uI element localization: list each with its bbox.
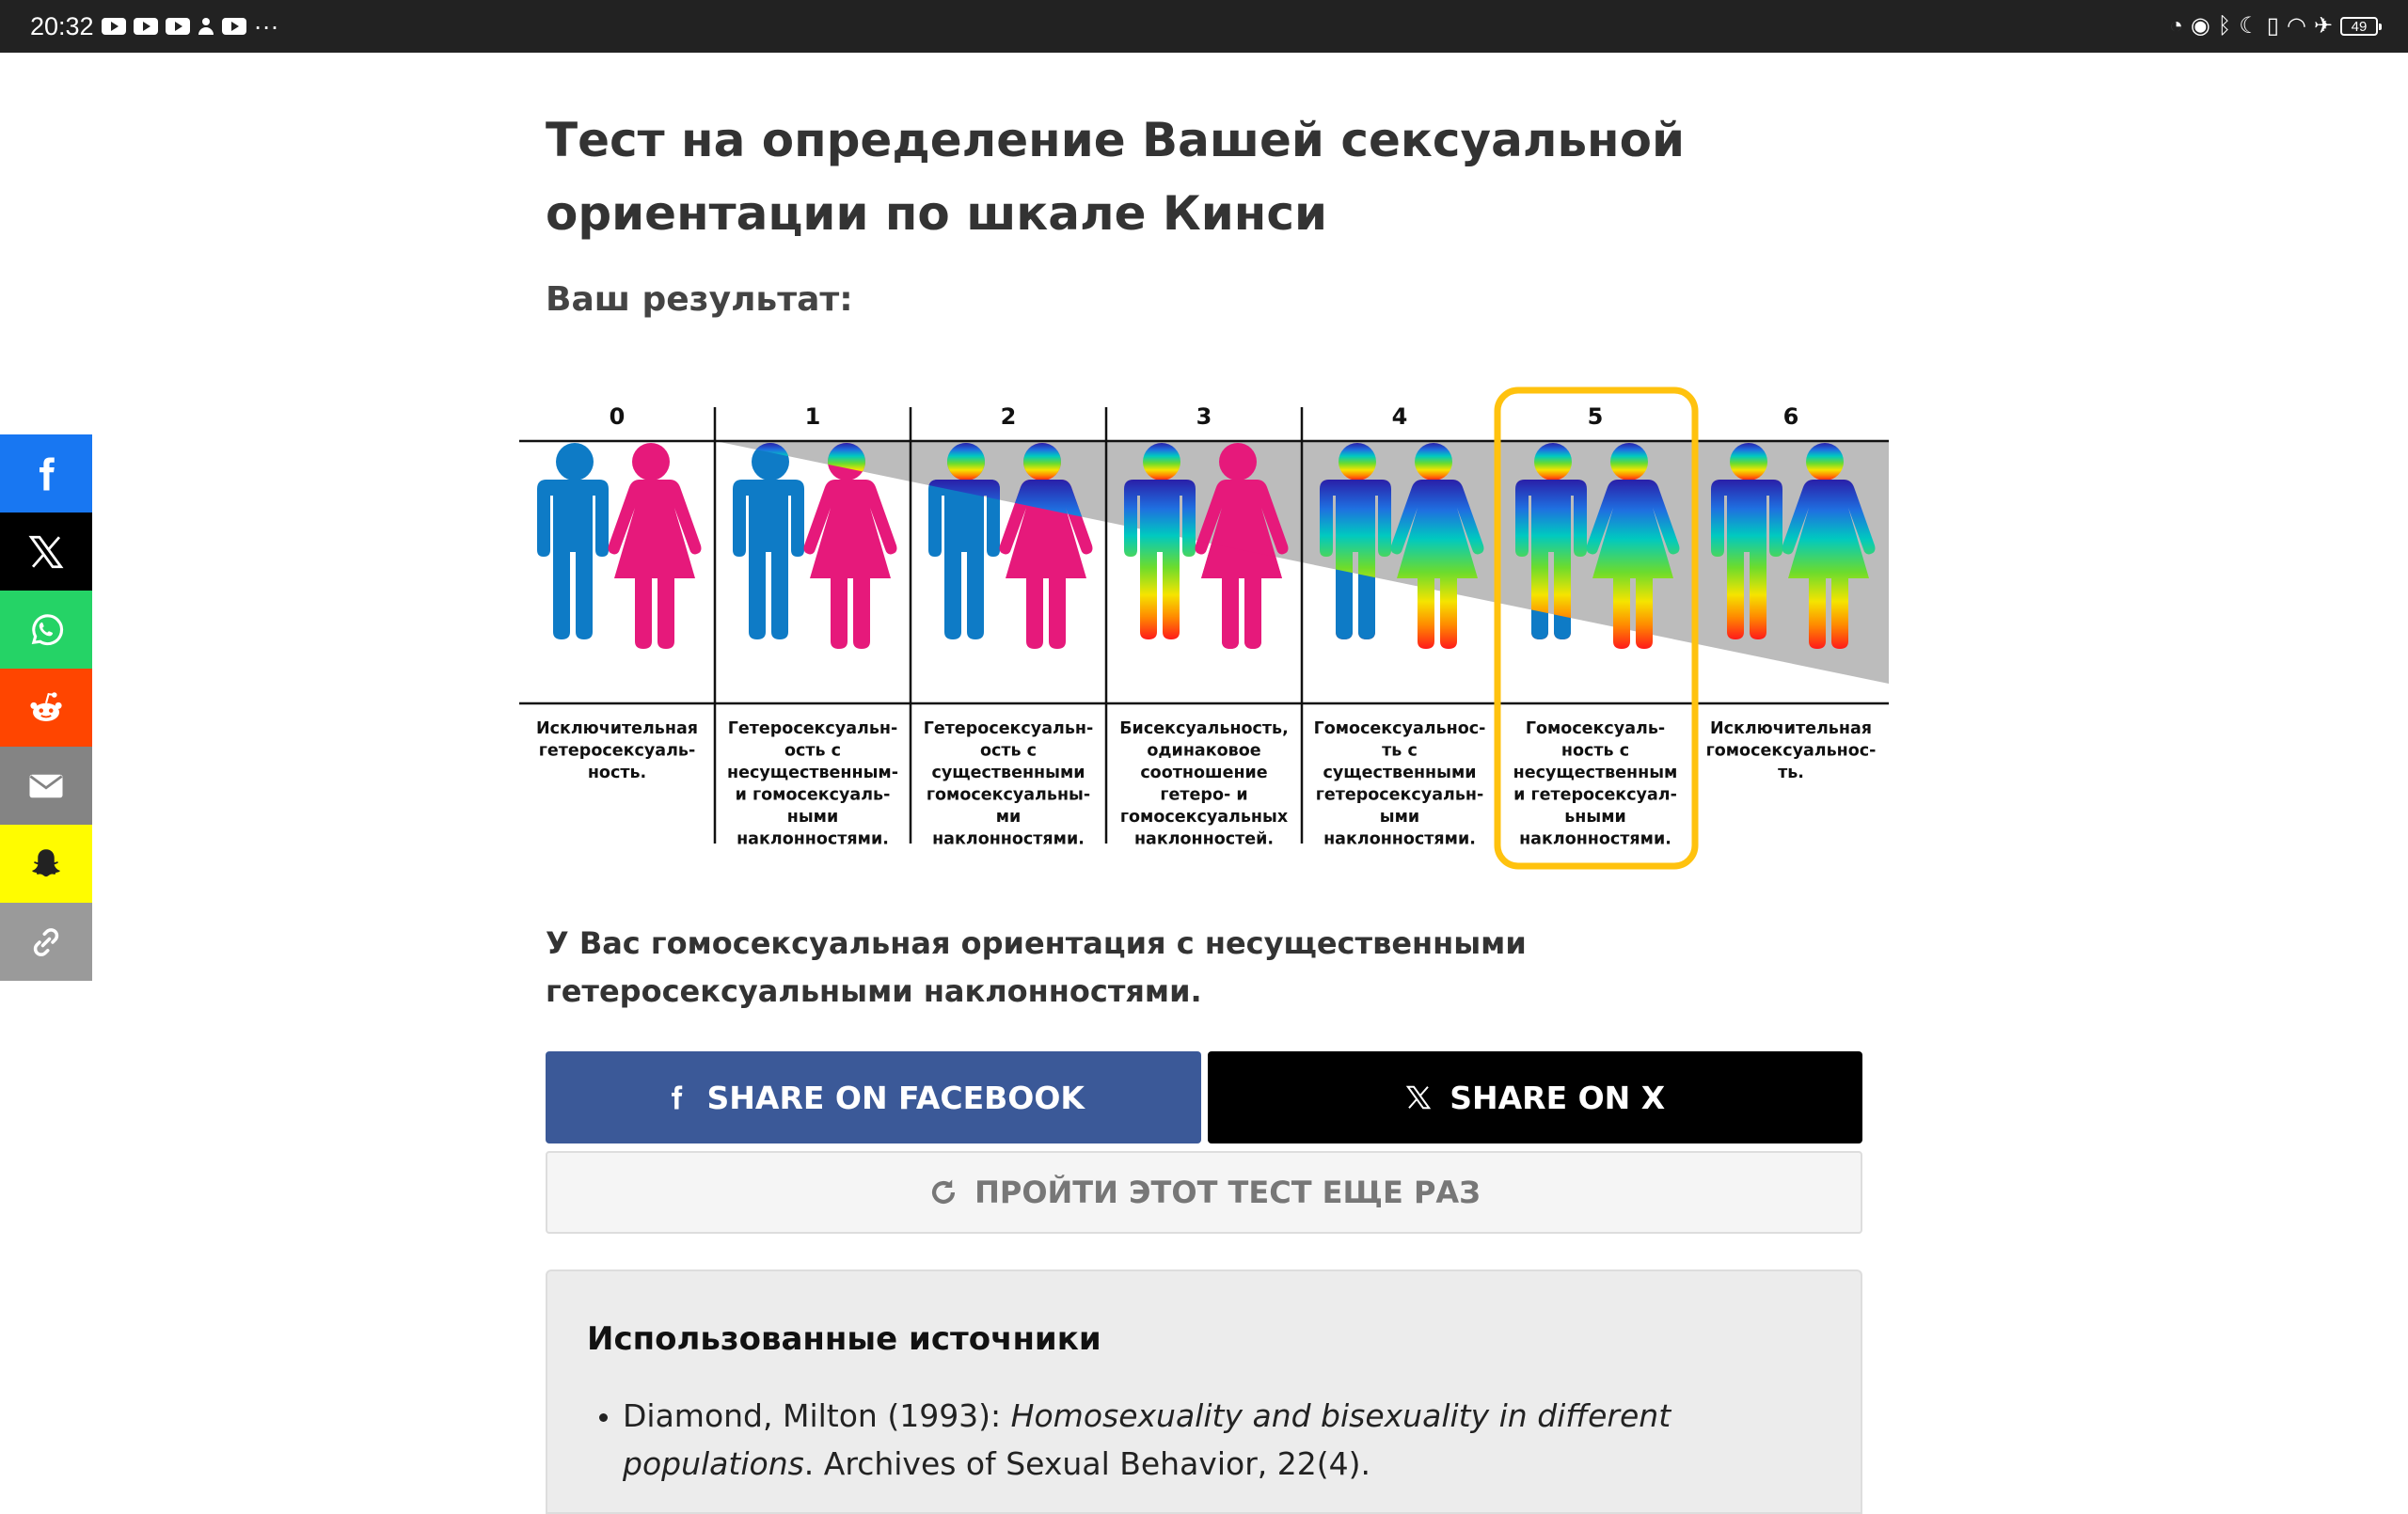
kinsey-scale-number: 3	[1196, 403, 1212, 430]
airplane-icon: ✈	[2313, 13, 2333, 39]
kinsey-description-line: наклонностями.	[1323, 829, 1476, 849]
share-snapchat-button[interactable]	[0, 825, 92, 903]
kinsey-description-line: несущественным	[1513, 764, 1678, 782]
wifi-icon: ◠	[2286, 13, 2306, 39]
kinsey-description-line: несущественным-	[727, 764, 898, 782]
kinsey-description-line: ность с	[1560, 741, 1630, 761]
kinsey-description-line: гомосексуальных	[1119, 808, 1289, 827]
link-icon	[26, 923, 66, 962]
female-figure-icon	[609, 443, 702, 649]
retake-quiz-button[interactable]	[546, 1151, 1862, 1234]
kinsey-description-line: Гомосексуальнос-	[1313, 719, 1486, 738]
kinsey-scale-image	[519, 381, 1889, 870]
kinsey-description-line: Исключительная	[535, 719, 699, 738]
kinsey-description-line: ыми	[1379, 808, 1420, 827]
kinsey-description-line: наклонностей.	[1133, 829, 1275, 849]
refresh-icon	[927, 1176, 959, 1208]
snapchat-icon	[26, 844, 66, 884]
sources-list	[587, 1392, 1821, 1488]
kinsey-description-line: гетеросексуаль-	[538, 741, 696, 761]
kinsey-column-1	[733, 443, 897, 649]
facebook-icon	[26, 454, 66, 494]
kinsey-description-line: существенными	[931, 764, 1085, 782]
kinsey-description-line: гомосексуальнос-	[1705, 741, 1877, 761]
kinsey-description-line: ть с	[1382, 741, 1418, 761]
share-on-x-button[interactable]	[1208, 1051, 1863, 1143]
kinsey-description-line: ть.	[1778, 764, 1804, 782]
moon-icon: ☾	[2239, 13, 2259, 39]
kinsey-description-line: одинаковое	[1147, 741, 1261, 761]
result-description: У Вас гомосексуальная ориентация с несущественными гетеросексуальными наклонностями.	[546, 925, 1527, 1009]
battery-icon: 49	[2340, 17, 2378, 36]
kinsey-scale-number: 4	[1391, 403, 1408, 430]
youtube-notification-icon	[166, 18, 190, 35]
eye-icon: ◉	[2190, 13, 2210, 39]
kinsey-description-line: гетеро- и	[1160, 785, 1248, 805]
share-on-x-label: SHARE ON X	[1450, 1079, 1666, 1116]
kinsey-description-line: наклонностями.	[737, 829, 889, 849]
share-on-facebook-label: SHARE ON FACEBOOK	[706, 1079, 1085, 1116]
kinsey-description-line: и гомосексуаль-	[735, 785, 891, 805]
share-x-button[interactable]	[0, 513, 92, 591]
kinsey-description-line: ность.	[587, 764, 647, 782]
kinsey-scale-number: 6	[1782, 403, 1799, 430]
kinsey-scale-number: 5	[1587, 403, 1604, 430]
email-icon	[26, 766, 66, 806]
kinsey-column-0	[537, 443, 702, 649]
retake-quiz-label: ПРОЙТИ ЭТОТ ТЕСТ ЕЩЕ РАЗ	[974, 1175, 1481, 1210]
x-icon	[26, 532, 66, 572]
share-whatsapp-button[interactable]	[0, 591, 92, 669]
male-figure-icon	[537, 443, 609, 639]
kinsey-description-line: ость с	[784, 741, 842, 761]
kinsey-description-line: гетеросексуальн-	[1315, 785, 1484, 805]
male-figure-icon	[733, 443, 804, 639]
kinsey-description-line: Бисексуальность,	[1119, 719, 1289, 738]
kinsey-description-line: существенными	[1323, 764, 1477, 782]
youtube-notification-icon	[222, 18, 246, 35]
reddit-icon	[26, 688, 66, 728]
more-notifications-icon: ···	[253, 11, 279, 40]
kinsey-description-line: гомосексуальны-	[926, 785, 1091, 805]
result-label: Ваш результат:	[546, 280, 853, 319]
kinsey-description-line: и гетеросексуал-	[1513, 785, 1677, 805]
share-on-facebook-button[interactable]	[546, 1051, 1201, 1143]
copy-link-button[interactable]	[0, 903, 92, 981]
page-title: Тест на определение Вашей сексуальной ориентации по шкале Кинси	[546, 113, 1685, 241]
share-email-button[interactable]	[0, 747, 92, 825]
kinsey-description-line: наклонностями.	[932, 829, 1085, 849]
sources-title: Использованные источники	[587, 1320, 1101, 1358]
status-time: 20:32	[30, 11, 94, 40]
kinsey-description-line: наклонностями.	[1519, 829, 1671, 849]
kinsey-description-line: ми	[995, 808, 1022, 827]
kinsey-description-line: ными	[786, 808, 839, 827]
vibrate-icon: ▯	[2266, 13, 2279, 39]
quiz-result-header	[546, 103, 1862, 319]
share-buttons	[546, 1051, 1862, 1143]
source-item: • Diamond, Milton (1993): Homosexuality and bisexuality in different populations. Archives of Sexual Behavior, 22(4).	[623, 1392, 1821, 1488]
youtube-notification-icon	[134, 18, 158, 35]
status-bar	[0, 0, 2408, 53]
share-reddit-button[interactable]	[0, 669, 92, 747]
kinsey-description-line: Гетеросексуальн-	[727, 719, 898, 738]
youtube-notification-icon	[102, 18, 126, 35]
kinsey-scale-number: 0	[609, 403, 626, 430]
kinsey-scale-number: 2	[1000, 403, 1017, 430]
kinsey-scale-number: 1	[804, 403, 821, 430]
kinsey-description-line: Гомосексуаль-	[1525, 719, 1666, 738]
person-notification-icon	[198, 18, 214, 35]
x-icon	[1404, 1083, 1433, 1112]
data-saver-icon: ◔	[2169, 13, 2183, 39]
share-facebook-button[interactable]	[0, 434, 92, 513]
share-sidebar	[0, 434, 92, 981]
whatsapp-icon	[26, 610, 66, 650]
kinsey-description-line: Гетеросексуальн-	[923, 719, 1094, 738]
kinsey-description-line: ьными	[1564, 808, 1626, 827]
kinsey-description-line: Исключительная	[1709, 719, 1873, 738]
bluetooth-icon: ᛒ	[2217, 13, 2232, 39]
facebook-icon	[662, 1083, 690, 1112]
sources-box	[546, 1270, 1862, 1514]
kinsey-description-line: ость с	[979, 741, 1038, 761]
kinsey-description-line: соотношение	[1140, 764, 1268, 782]
